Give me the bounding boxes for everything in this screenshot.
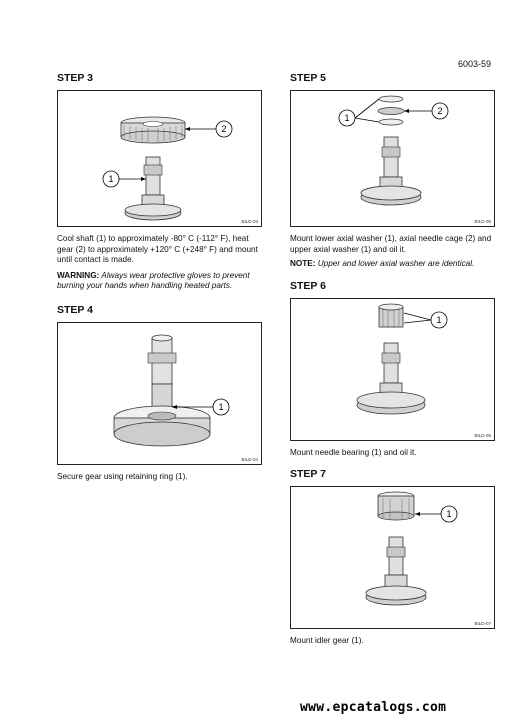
step5-note-label: NOTE: xyxy=(290,259,316,269)
step7-title: STEP 7 xyxy=(290,468,326,481)
step3-figure xyxy=(57,90,262,227)
step5-note-text: Upper and lower axial washer are identical. xyxy=(315,259,475,269)
step6-figure xyxy=(290,298,495,441)
step6-illustration xyxy=(291,299,494,440)
step5-callout-1: 1 xyxy=(344,113,350,123)
step4-title: STEP 4 xyxy=(57,303,93,316)
step6-callout-1: 1 xyxy=(436,314,442,325)
step7-callout-1: 1 xyxy=(446,509,452,520)
step7-illustration xyxy=(291,487,494,628)
step5-note xyxy=(290,259,495,270)
step5-title: STEP 5 xyxy=(290,72,326,84)
step5-text: Mount lower axial washer (1), axial needle cage (2) and upper axial washer (1) and oil it. xyxy=(290,234,492,254)
step5-figure xyxy=(290,90,495,227)
step4-figure-id: BILD-04 xyxy=(241,456,258,462)
step3-illustration xyxy=(58,91,261,226)
footer-url[interactable]: www.epcatalogs.com xyxy=(300,700,447,715)
step3-warning xyxy=(57,271,262,292)
step5-callout-2: 2 xyxy=(437,106,443,116)
step4-text: Secure gear using retaining ring (1). xyxy=(57,471,188,481)
step4-figure xyxy=(57,322,262,465)
step3-warning-label: WARNING: xyxy=(57,270,100,280)
left-column xyxy=(57,72,262,483)
step3-callout-2: 2 xyxy=(221,124,227,134)
step4-illustration xyxy=(58,323,261,464)
step6-text: Mount needle bearing (1) and oil it. xyxy=(290,447,417,457)
step6-title: STEP 6 xyxy=(290,279,326,292)
right-column xyxy=(290,72,495,647)
step5-figure-id: BILD-05 xyxy=(474,219,491,224)
step3-callout-1: 1 xyxy=(108,174,114,184)
step5-illustration xyxy=(291,91,494,226)
step3-title: STEP 3 xyxy=(57,72,93,84)
step4-callout-1: 1 xyxy=(218,401,224,412)
step3-warning-text: Always wear protective gloves to prevent burning your hands when handling heated parts. xyxy=(57,270,250,291)
step3-figure-id: BILD-03 xyxy=(241,219,258,224)
step7-figure-id: BILD-07 xyxy=(474,621,491,627)
step7-figure xyxy=(290,486,495,629)
step7-text: Mount idler gear (1). xyxy=(290,636,364,646)
step3-text: Cool shaft (1) to approximately -80° C (-112° F), heat gear (2) to approximately +120° C (+248° F) and mount until contact is made. xyxy=(57,234,258,265)
step6-figure-id: BILD-06 xyxy=(474,432,491,438)
page-number: 6003-59 xyxy=(458,59,492,69)
